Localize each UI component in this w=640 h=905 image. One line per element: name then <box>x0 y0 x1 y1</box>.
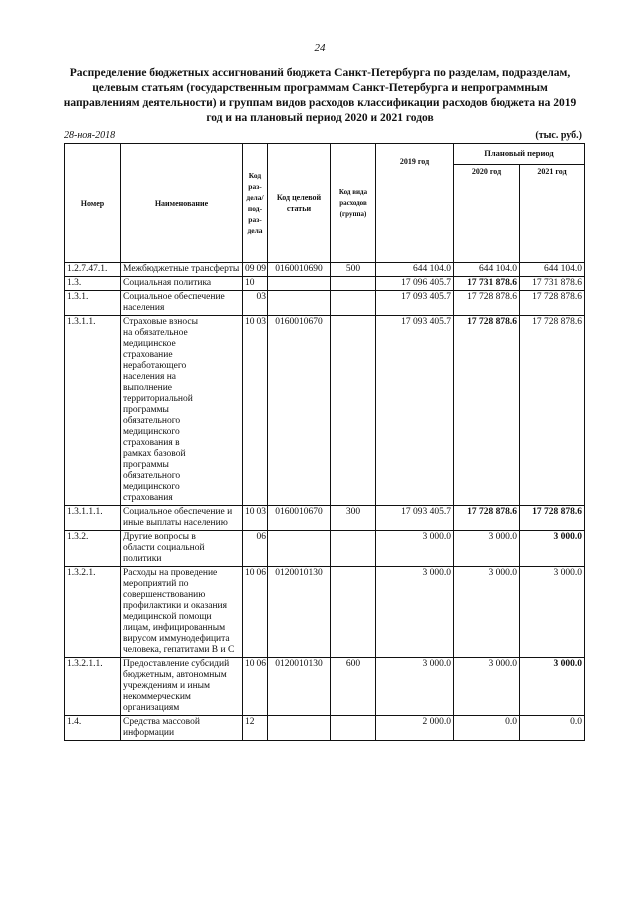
row-2019: 17 093 405.7 <box>376 316 454 506</box>
row-name: Социальная политика <box>121 277 243 291</box>
row-2019: 3 000.0 <box>376 658 454 716</box>
row-2021: 3 000.0 <box>520 658 585 716</box>
budget-table <box>64 143 585 741</box>
row-expense <box>331 277 376 291</box>
row-target <box>268 277 331 291</box>
row-2021: 3 000.0 <box>520 531 585 567</box>
row-expense <box>331 291 376 316</box>
row-name: Социальное обеспечение и иные выплаты населению <box>121 506 243 531</box>
header-2019: 2019 год <box>376 144 454 263</box>
row-2020: 17 728 878.6 <box>454 316 520 506</box>
row-subsection: 09 <box>255 263 268 277</box>
document-date: 28-ноя-2018 <box>64 130 116 141</box>
row-subsection: 03 <box>255 316 268 506</box>
row-2020: 3 000.0 <box>454 567 520 658</box>
row-number: 1.3.2.1. <box>65 567 121 658</box>
row-target: 0160010690 <box>268 263 331 277</box>
row-number: 1.4. <box>65 716 121 741</box>
table-row <box>65 716 585 741</box>
row-name: Страховые взносы на обязательное медицинское страхование неработающего населения на выполнение территориальной программы обязательного медицинского страхования в рамках базовой программы обязательного медицинского страхования <box>121 316 243 506</box>
row-expense <box>331 716 376 741</box>
header-name: Наименование <box>121 144 243 263</box>
row-2019: 17 093 405.7 <box>376 506 454 531</box>
table-row <box>65 277 585 291</box>
row-name: Расходы на проведение мероприятий по совершенствованию профилактики и оказания медицинской помощи лицам, инфицированным вирусом иммунодефицита человека, гепатитами В и С <box>121 567 243 658</box>
row-target: 0120010130 <box>268 567 331 658</box>
row-section: 10 <box>243 658 255 716</box>
table-row <box>65 316 585 506</box>
header-2021: 2021 год <box>520 164 585 262</box>
row-2021: 17 728 878.6 <box>520 291 585 316</box>
row-number: 1.3.1.1. <box>65 316 121 506</box>
row-section: 10 <box>243 567 255 658</box>
row-name: Средства массовой информации <box>121 716 243 741</box>
table-row <box>65 531 585 567</box>
row-expense: 500 <box>331 263 376 277</box>
header-planned-period: Плановый период <box>454 144 585 165</box>
row-subsection: 03 <box>255 291 268 316</box>
row-2020: 644 104.0 <box>454 263 520 277</box>
row-subsection: 06 <box>255 531 268 567</box>
row-2020: 17 728 878.6 <box>454 506 520 531</box>
row-name: Социальное обеспечение населения <box>121 291 243 316</box>
header-target-code: Код целевой статьи <box>268 144 331 263</box>
row-section: 09 <box>243 263 255 277</box>
row-subsection: 03 <box>255 506 268 531</box>
row-2019: 17 096 405.7 <box>376 277 454 291</box>
page-number: 24 <box>314 42 326 54</box>
row-number: 1.3.2. <box>65 531 121 567</box>
row-section: 10 <box>243 506 255 531</box>
row-2021: 3 000.0 <box>520 567 585 658</box>
row-2020: 3 000.0 <box>454 531 520 567</box>
row-target <box>268 531 331 567</box>
table-row <box>65 291 585 316</box>
row-expense <box>331 531 376 567</box>
row-2021: 17 728 878.6 <box>520 316 585 506</box>
row-2020: 17 731 878.6 <box>454 277 520 291</box>
row-section <box>243 291 255 316</box>
header-expense-code: Код вида расходов (группа) <box>331 144 376 263</box>
row-2020: 3 000.0 <box>454 658 520 716</box>
row-expense: 600 <box>331 658 376 716</box>
row-2019: 3 000.0 <box>376 531 454 567</box>
row-subsection: 06 <box>255 567 268 658</box>
row-section: 10 <box>243 277 255 291</box>
row-2019: 3 000.0 <box>376 567 454 658</box>
row-target <box>268 716 331 741</box>
row-name: Межбюджетные трансферты <box>121 263 243 277</box>
row-target: 0160010670 <box>268 316 331 506</box>
row-2019: 17 093 405.7 <box>376 291 454 316</box>
table-row <box>65 658 585 716</box>
header-number: Номер <box>65 144 121 263</box>
row-2021: 644 104.0 <box>520 263 585 277</box>
row-2021: 17 728 878.6 <box>520 506 585 531</box>
row-number: 1.2.7.47.1. <box>65 263 121 277</box>
row-section: 10 <box>243 316 255 506</box>
row-expense <box>331 316 376 506</box>
row-name: Другие вопросы в области социальной политики <box>121 531 243 567</box>
table-row <box>65 506 585 531</box>
table-row <box>65 263 585 277</box>
row-number: 1.3. <box>65 277 121 291</box>
row-section <box>243 531 255 567</box>
document-title: Распределение бюджетных ассигнований бюджета Санкт-Петербурга по разделам, подразделам, целевым статьям (государственным программам Санкт-Петербурга и непрограммным направлениям деятельности) и группам видов расходов классификации расходов бюджета на 2019 год и на плановый период 2020 и 2021 годов <box>63 67 577 124</box>
row-target <box>268 291 331 316</box>
row-name: Предоставление субсидий бюджетным, автономным учреждениям и иным некоммерческим организациям <box>121 658 243 716</box>
row-expense <box>331 567 376 658</box>
row-2020: 17 728 878.6 <box>454 291 520 316</box>
row-2020: 0.0 <box>454 716 520 741</box>
header-2020: 2020 год <box>454 164 520 262</box>
row-number: 1.3.2.1.1. <box>65 658 121 716</box>
row-section: 12 <box>243 716 255 741</box>
row-2019: 2 000.0 <box>376 716 454 741</box>
row-subsection <box>255 277 268 291</box>
row-number: 1.3.1. <box>65 291 121 316</box>
row-subsection: 06 <box>255 658 268 716</box>
row-subsection <box>255 716 268 741</box>
table-row <box>65 567 585 658</box>
row-2021: 0.0 <box>520 716 585 741</box>
row-2019: 644 104.0 <box>376 263 454 277</box>
row-number: 1.3.1.1.1. <box>65 506 121 531</box>
row-target: 0120010130 <box>268 658 331 716</box>
units-label: (тыс. руб.) <box>535 130 582 141</box>
row-expense: 300 <box>331 506 376 531</box>
row-2021: 17 731 878.6 <box>520 277 585 291</box>
row-target: 0160010670 <box>268 506 331 531</box>
header-section-code: Код раз-дела/ под-раз-дела <box>243 144 268 263</box>
